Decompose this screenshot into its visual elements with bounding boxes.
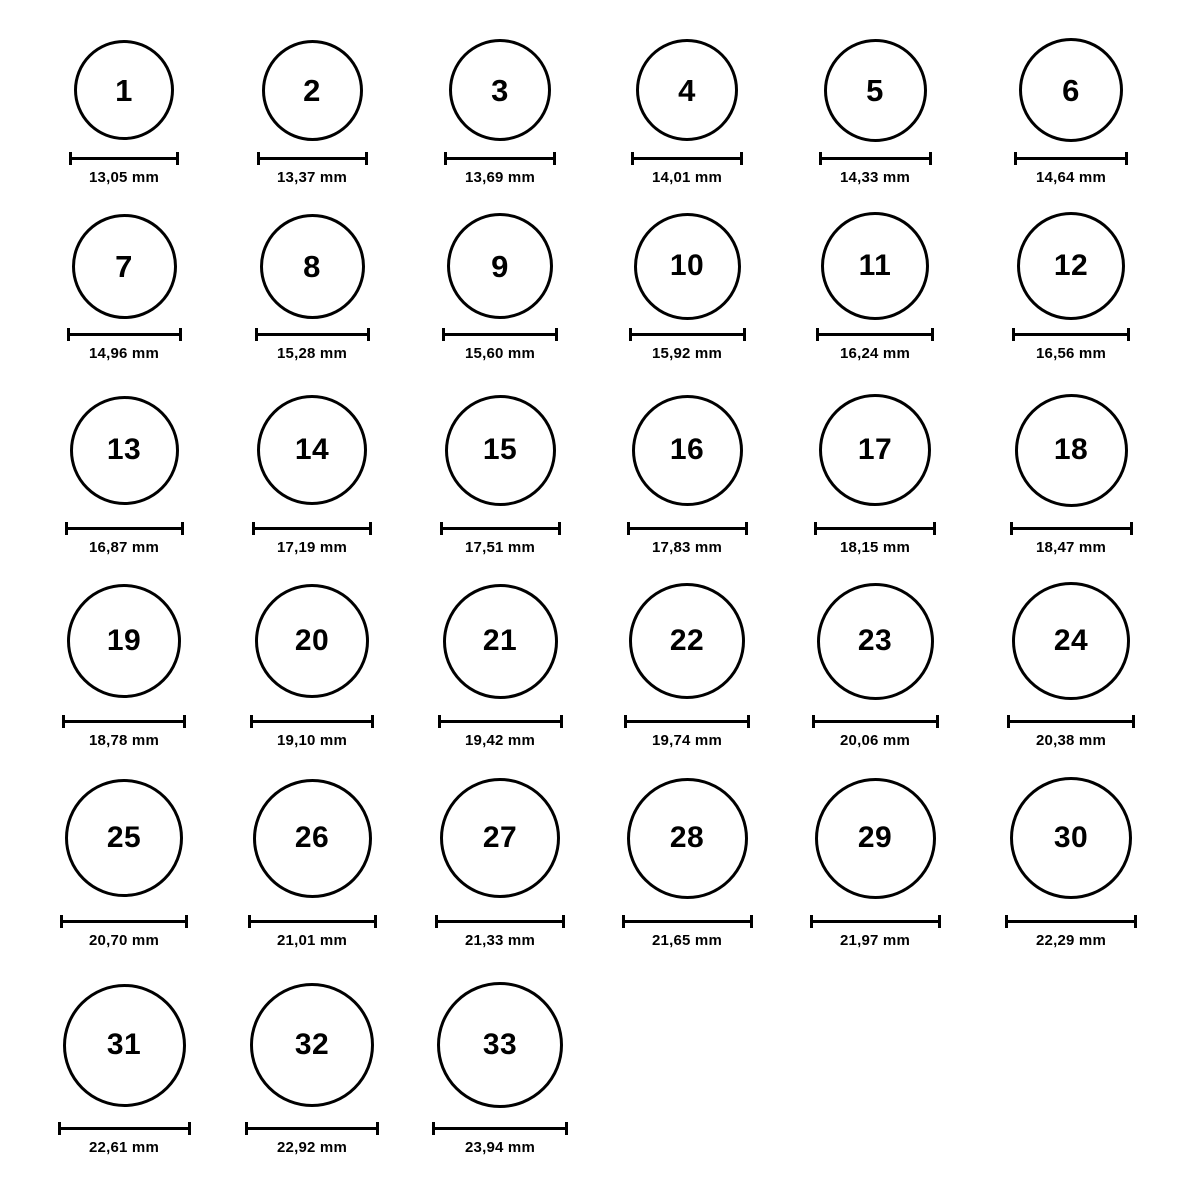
diameter-label: 17,19 mm xyxy=(277,539,347,556)
measure-cap-left xyxy=(814,522,817,535)
measure-cap-right xyxy=(750,915,753,928)
measure-line xyxy=(814,527,936,530)
measure-line xyxy=(1014,157,1128,160)
diameter-measure-bar xyxy=(1007,715,1135,727)
ring-circle xyxy=(815,778,936,899)
measure-cap-right xyxy=(374,915,377,928)
ring-size-number: 17 xyxy=(857,433,893,466)
ring-circle xyxy=(253,779,372,898)
measure-cap-left xyxy=(60,915,63,928)
measure-cap-right xyxy=(1132,715,1135,728)
ring-size-cell xyxy=(222,584,402,698)
ring-circle xyxy=(1012,582,1130,700)
ring-size-cell xyxy=(597,778,777,899)
diameter-label: 18,47 mm xyxy=(1036,539,1106,556)
ring-circle xyxy=(260,214,365,319)
measure-cap-left xyxy=(69,152,72,165)
ring-size-number: 20 xyxy=(294,624,330,657)
measure-cap-left xyxy=(1005,915,1008,928)
measure-cap-left xyxy=(58,1122,61,1135)
diameter-label: 19,42 mm xyxy=(465,732,535,749)
diameter-measure-bar xyxy=(1005,915,1137,927)
measure-cap-left xyxy=(1012,328,1015,341)
diameter-label: 13,37 mm xyxy=(277,169,347,186)
ring-size-number: 23 xyxy=(857,624,893,657)
diameter-label: 13,05 mm xyxy=(89,169,159,186)
measure-cap-right xyxy=(367,328,370,341)
measure-cap-right xyxy=(1127,328,1130,341)
measure-line xyxy=(812,720,939,723)
ring-size-number: 5 xyxy=(866,72,884,108)
ring-circle xyxy=(67,584,181,698)
ring-size-cell xyxy=(981,582,1161,700)
ring-size-cell xyxy=(410,213,590,319)
ring-circle xyxy=(257,395,367,505)
diameter-label: 17,51 mm xyxy=(465,539,535,556)
measure-line xyxy=(440,527,561,530)
diameter-label: 16,24 mm xyxy=(840,345,910,362)
measure-line xyxy=(444,157,556,160)
measure-line xyxy=(442,333,558,336)
diameter-measure-bar xyxy=(631,152,743,164)
ring-size-number: 6 xyxy=(1062,72,1080,108)
measure-line xyxy=(245,1127,379,1130)
measure-line xyxy=(438,720,563,723)
measure-cap-right xyxy=(929,152,932,165)
ring-circle xyxy=(819,394,931,506)
ring-size-number: 31 xyxy=(106,1028,142,1061)
measure-line xyxy=(60,920,188,923)
ring-size-cell xyxy=(34,584,214,698)
measure-cap-left xyxy=(816,328,819,341)
ring-size-cell xyxy=(222,395,402,505)
measure-cap-left xyxy=(245,1122,248,1135)
ring-size-cell xyxy=(222,779,402,898)
measure-line xyxy=(816,333,934,336)
ring-circle xyxy=(65,779,183,897)
ring-circle xyxy=(1010,777,1132,899)
diameter-measure-bar xyxy=(69,152,179,164)
ring-size-number: 15 xyxy=(482,433,518,466)
measure-cap-right xyxy=(558,522,561,535)
ring-size-number: 16 xyxy=(669,433,705,466)
ring-size-cell xyxy=(222,214,402,319)
ring-size-number: 9 xyxy=(491,248,509,284)
ring-size-number: 3 xyxy=(491,72,509,108)
ring-circle xyxy=(629,583,745,699)
measure-cap-right xyxy=(371,715,374,728)
diameter-measure-bar xyxy=(255,328,370,340)
measure-cap-left xyxy=(819,152,822,165)
measure-line xyxy=(1012,333,1130,336)
measure-line xyxy=(58,1127,191,1130)
measure-cap-left xyxy=(627,522,630,535)
measure-line xyxy=(1010,527,1133,530)
diameter-measure-bar xyxy=(435,915,565,927)
measure-line xyxy=(1005,920,1137,923)
measure-cap-right xyxy=(747,715,750,728)
measure-cap-left xyxy=(812,715,815,728)
diameter-measure-bar xyxy=(442,328,558,340)
measure-cap-right xyxy=(181,522,184,535)
measure-line xyxy=(250,720,374,723)
ring-circle xyxy=(443,584,558,699)
diameter-measure-bar xyxy=(440,522,561,534)
measure-cap-right xyxy=(179,328,182,341)
measure-line xyxy=(622,920,753,923)
measure-cap-right xyxy=(176,152,179,165)
ring-size-number: 30 xyxy=(1053,821,1089,854)
ring-circle xyxy=(821,212,929,320)
ring-size-cell xyxy=(34,214,214,319)
diameter-label: 21,65 mm xyxy=(652,932,722,949)
diameter-measure-bar xyxy=(245,1122,379,1134)
measure-line xyxy=(627,527,748,530)
ring-size-cell xyxy=(222,40,402,141)
ring-circle xyxy=(632,395,743,506)
measure-cap-right xyxy=(745,522,748,535)
ring-size-number: 22 xyxy=(669,624,705,657)
ring-size-number: 26 xyxy=(294,821,330,854)
ring-size-number: 32 xyxy=(294,1028,330,1061)
diameter-label: 21,97 mm xyxy=(840,932,910,949)
measure-line xyxy=(624,720,750,723)
ring-circle xyxy=(636,39,738,141)
ring-circle xyxy=(1015,394,1128,507)
measure-cap-left xyxy=(432,1122,435,1135)
ring-size-cell xyxy=(34,40,214,140)
ring-circle xyxy=(445,395,556,506)
measure-cap-left xyxy=(257,152,260,165)
ring-circle xyxy=(447,213,553,319)
measure-line xyxy=(432,1127,568,1130)
diameter-label: 19,10 mm xyxy=(277,732,347,749)
measure-cap-left xyxy=(1007,715,1010,728)
measure-cap-left xyxy=(67,328,70,341)
ring-size-number: 29 xyxy=(857,821,893,854)
measure-cap-right xyxy=(369,522,372,535)
diameter-measure-bar xyxy=(810,915,941,927)
measure-cap-left xyxy=(629,328,632,341)
diameter-measure-bar xyxy=(438,715,563,727)
diameter-measure-bar xyxy=(252,522,372,534)
measure-cap-left xyxy=(622,915,625,928)
diameter-measure-bar xyxy=(432,1122,568,1134)
diameter-measure-bar xyxy=(67,328,182,340)
diameter-label: 17,83 mm xyxy=(652,539,722,556)
ring-circle xyxy=(63,984,186,1107)
measure-cap-left xyxy=(810,915,813,928)
diameter-measure-bar xyxy=(58,1122,191,1134)
ring-size-number: 18 xyxy=(1053,433,1089,466)
diameter-measure-bar xyxy=(819,152,932,164)
ring-size-cell xyxy=(785,394,965,506)
measure-cap-right xyxy=(185,915,188,928)
ring-size-cell xyxy=(34,779,214,897)
measure-cap-left xyxy=(435,915,438,928)
diameter-measure-bar xyxy=(257,152,368,164)
measure-cap-right xyxy=(938,915,941,928)
measure-line xyxy=(62,720,186,723)
ring-size-number: 33 xyxy=(482,1028,518,1061)
measure-cap-right xyxy=(933,522,936,535)
measure-line xyxy=(67,333,182,336)
measure-cap-left xyxy=(255,328,258,341)
ring-size-cell xyxy=(785,583,965,700)
diameter-measure-bar xyxy=(60,915,188,927)
ring-size-number: 25 xyxy=(106,821,142,854)
diameter-label: 14,01 mm xyxy=(652,169,722,186)
ring-size-cell xyxy=(785,778,965,899)
ring-circle xyxy=(255,584,369,698)
diameter-measure-bar xyxy=(250,715,374,727)
measure-cap-right xyxy=(565,1122,568,1135)
ring-circle xyxy=(72,214,177,319)
ring-circle xyxy=(440,778,560,898)
ring-size-cell xyxy=(597,213,777,320)
ring-size-cell xyxy=(597,395,777,506)
ring-size-number: 24 xyxy=(1053,624,1089,657)
ring-size-number: 27 xyxy=(482,821,518,854)
diameter-measure-bar xyxy=(65,522,184,534)
diameter-measure-bar xyxy=(1012,328,1130,340)
ring-circle xyxy=(824,39,927,142)
ring-circle xyxy=(449,39,551,141)
measure-line xyxy=(252,527,372,530)
ring-size-number: 19 xyxy=(106,624,142,657)
diameter-measure-bar xyxy=(629,328,746,340)
diameter-label: 18,78 mm xyxy=(89,732,159,749)
measure-cap-left xyxy=(631,152,634,165)
diameter-label: 15,92 mm xyxy=(652,345,722,362)
measure-cap-right xyxy=(740,152,743,165)
diameter-measure-bar xyxy=(1014,152,1128,164)
ring-size-cell xyxy=(597,39,777,141)
measure-cap-left xyxy=(252,522,255,535)
diameter-label: 22,92 mm xyxy=(277,1139,347,1156)
ring-size-cell xyxy=(410,39,590,141)
diameter-label: 22,29 mm xyxy=(1036,932,1106,949)
ring-size-cell xyxy=(981,38,1161,142)
ring-circle xyxy=(817,583,934,700)
diameter-label: 15,28 mm xyxy=(277,345,347,362)
measure-line xyxy=(257,157,368,160)
diameter-measure-bar xyxy=(624,715,750,727)
diameter-label: 21,01 mm xyxy=(277,932,347,949)
diameter-measure-bar xyxy=(62,715,186,727)
diameter-measure-bar xyxy=(622,915,753,927)
measure-cap-left xyxy=(62,715,65,728)
diameter-label: 20,38 mm xyxy=(1036,732,1106,749)
measure-line xyxy=(435,920,565,923)
diameter-label: 18,15 mm xyxy=(840,539,910,556)
ring-size-cell xyxy=(410,778,590,898)
measure-cap-right xyxy=(553,152,556,165)
ring-size-cell xyxy=(410,395,590,506)
measure-line xyxy=(810,920,941,923)
ring-circle xyxy=(250,983,374,1107)
diameter-label: 14,33 mm xyxy=(840,169,910,186)
ring-size-cell xyxy=(785,212,965,320)
diameter-label: 21,33 mm xyxy=(465,932,535,949)
measure-cap-right xyxy=(1134,915,1137,928)
ring-size-cell xyxy=(785,39,965,142)
ring-size-number: 1 xyxy=(115,72,133,108)
diameter-label: 23,94 mm xyxy=(465,1139,535,1156)
ring-circle xyxy=(627,778,748,899)
measure-line xyxy=(629,333,746,336)
ring-size-cell xyxy=(410,982,590,1108)
measure-cap-right xyxy=(743,328,746,341)
diameter-measure-bar xyxy=(812,715,939,727)
measure-cap-left xyxy=(440,522,443,535)
measure-line xyxy=(1007,720,1135,723)
diameter-label: 13,69 mm xyxy=(465,169,535,186)
ring-circle xyxy=(70,396,179,505)
ring-size-cell xyxy=(981,777,1161,899)
ring-size-cell xyxy=(410,584,590,699)
measure-line xyxy=(631,157,743,160)
measure-cap-left xyxy=(442,328,445,341)
diameter-measure-bar xyxy=(814,522,936,534)
diameter-measure-bar xyxy=(627,522,748,534)
ring-size-cell xyxy=(222,983,402,1107)
diameter-label: 22,61 mm xyxy=(89,1139,159,1156)
ring-size-cell xyxy=(34,396,214,505)
measure-cap-right xyxy=(936,715,939,728)
measure-line xyxy=(255,333,370,336)
ring-size-number: 8 xyxy=(303,248,321,284)
measure-cap-left xyxy=(1010,522,1013,535)
diameter-label: 16,56 mm xyxy=(1036,345,1106,362)
measure-cap-right xyxy=(555,328,558,341)
ring-circle xyxy=(262,40,363,141)
diameter-label: 14,96 mm xyxy=(89,345,159,362)
measure-line xyxy=(819,157,932,160)
ring-size-number: 4 xyxy=(678,72,696,108)
ring-circle xyxy=(437,982,563,1108)
ring-size-cell xyxy=(34,984,214,1107)
ring-size-cell xyxy=(981,212,1161,320)
ring-size-number: 12 xyxy=(1053,249,1089,282)
measure-cap-right xyxy=(560,715,563,728)
ring-size-number: 2 xyxy=(303,72,321,108)
diameter-measure-bar xyxy=(816,328,934,340)
ring-size-number: 10 xyxy=(669,249,705,282)
measure-cap-right xyxy=(183,715,186,728)
diameter-label: 15,60 mm xyxy=(465,345,535,362)
measure-cap-right xyxy=(1130,522,1133,535)
measure-cap-left xyxy=(1014,152,1017,165)
measure-cap-left xyxy=(248,915,251,928)
diameter-measure-bar xyxy=(248,915,377,927)
ring-size-number: 13 xyxy=(106,433,142,466)
measure-cap-right xyxy=(562,915,565,928)
ring-size-number: 11 xyxy=(858,249,892,282)
diameter-label: 20,70 mm xyxy=(89,932,159,949)
measure-line xyxy=(248,920,377,923)
ring-size-number: 28 xyxy=(669,821,705,854)
diameter-measure-bar xyxy=(444,152,556,164)
measure-cap-right xyxy=(365,152,368,165)
measure-cap-left xyxy=(624,715,627,728)
ring-size-cell xyxy=(981,394,1161,507)
diameter-label: 16,87 mm xyxy=(89,539,159,556)
measure-cap-left xyxy=(438,715,441,728)
ring-size-number: 14 xyxy=(294,433,330,466)
measure-line xyxy=(69,157,179,160)
measure-cap-right xyxy=(1125,152,1128,165)
measure-cap-left xyxy=(250,715,253,728)
diameter-label: 19,74 mm xyxy=(652,732,722,749)
diameter-label: 14,64 mm xyxy=(1036,169,1106,186)
measure-cap-right xyxy=(188,1122,191,1135)
measure-line xyxy=(65,527,184,530)
measure-cap-left xyxy=(444,152,447,165)
ring-circle xyxy=(1017,212,1125,320)
measure-cap-left xyxy=(65,522,68,535)
diameter-label: 20,06 mm xyxy=(840,732,910,749)
ring-size-cell xyxy=(597,583,777,699)
measure-cap-right xyxy=(931,328,934,341)
ring-circle xyxy=(74,40,174,140)
ring-size-number: 7 xyxy=(115,248,133,284)
diameter-measure-bar xyxy=(1010,522,1133,534)
measure-cap-right xyxy=(376,1122,379,1135)
ring-circle xyxy=(1019,38,1123,142)
ring-circle xyxy=(634,213,741,320)
ring-size-number: 21 xyxy=(482,624,518,657)
